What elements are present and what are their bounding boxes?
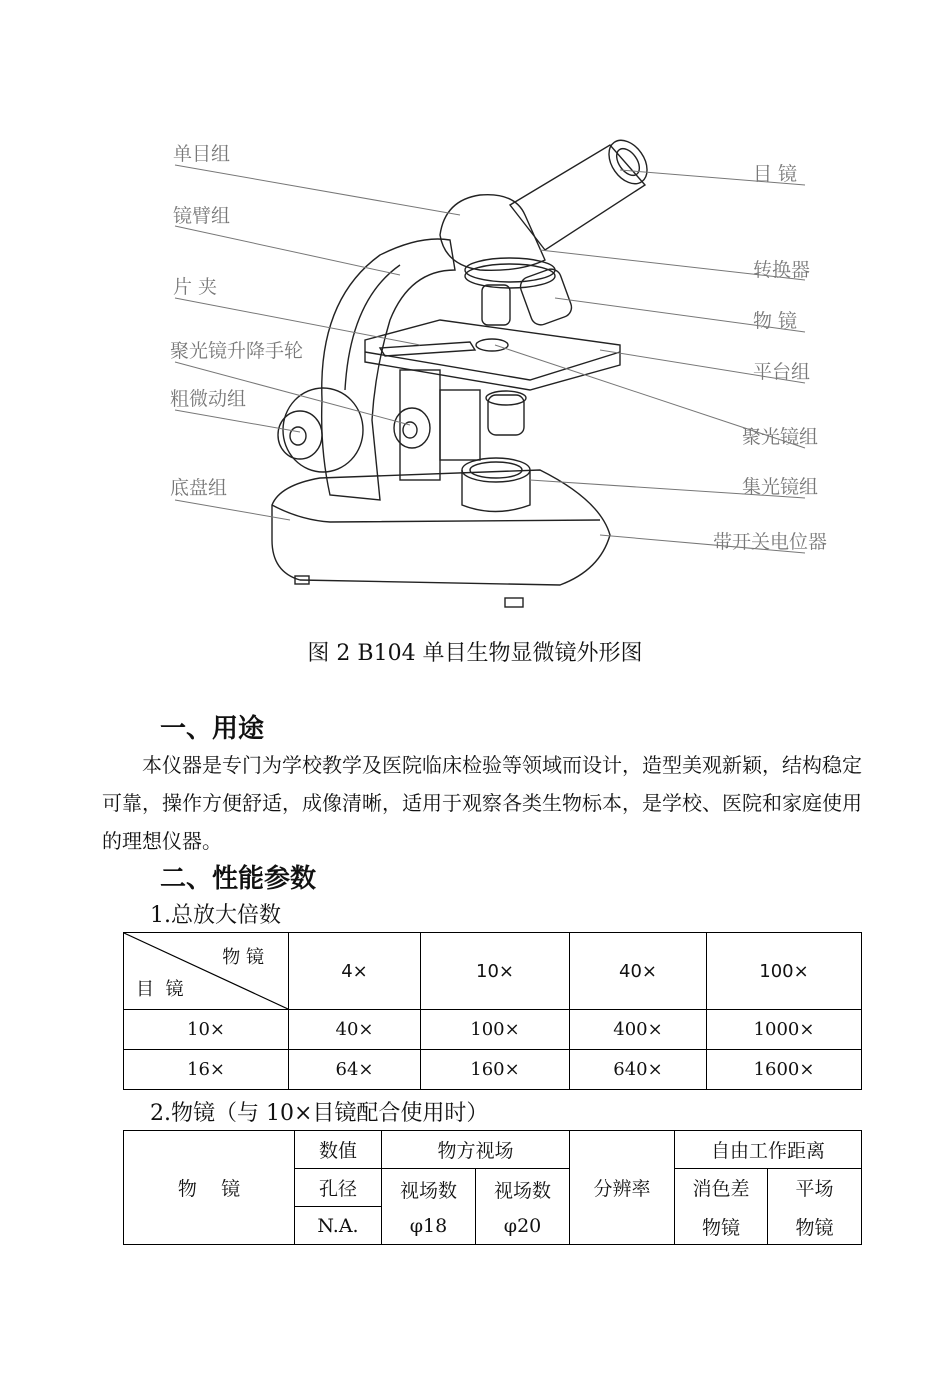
label-stage: 平台组: [753, 361, 811, 383]
label-condenser: 聚光镜组: [742, 426, 819, 448]
value-cell: 100×: [421, 1010, 570, 1050]
header-field-of-view: 物方视场: [382, 1131, 570, 1169]
label-nosepiece: 转换器: [753, 259, 811, 281]
header-objective: 物 镜: [124, 1131, 295, 1245]
subheading-objectives: 2.物镜（与 10×目镜配合使用时）: [150, 1101, 489, 1126]
plan-line1: 平场: [795, 1177, 834, 1200]
value-cell: 1600×: [707, 1050, 862, 1090]
header-field-20: [476, 1169, 570, 1245]
corner-objective-label: 物 镜: [222, 947, 264, 968]
header-field-18: [382, 1169, 476, 1245]
figure-caption: 图 2 B104 单目生物显微镜外形图: [307, 641, 643, 666]
plan-line2: 物镜: [795, 1216, 834, 1239]
value-cell: 64×: [289, 1050, 421, 1090]
objective-header: 10×: [421, 933, 570, 1010]
header-na-line2: 孔径: [295, 1169, 382, 1207]
label-collector-lens: 集光镜组: [742, 476, 819, 498]
purpose-text: 本仪器是专门为学校教学及医院临床检验等领域而设计，造型美观新颖，结构稳定可靠，操作方便舒适，成像清晰，适用于观察各类生物标本，是学校、医院和家庭使用的理想仪器。: [102, 753, 862, 853]
achro-line1: 消色差: [692, 1177, 750, 1200]
section-heading-purpose: 一、用途: [160, 714, 265, 744]
header-resolution: 分辨率: [570, 1131, 675, 1245]
table-row: [124, 1010, 862, 1050]
objective-header: 4×: [289, 933, 421, 1010]
label-focus-assembly: 粗微动组: [170, 388, 247, 410]
corner-eyepiece-label: 目 镜: [136, 979, 184, 1000]
field18-line2: φ18: [409, 1215, 448, 1237]
label-switch-potentiometer: 带开关电位器: [713, 531, 828, 553]
value-cell: 160×: [421, 1050, 570, 1090]
value-cell: 40×: [289, 1010, 421, 1050]
field20-line1: 视场数: [494, 1180, 552, 1202]
field18-line1: 视场数: [399, 1180, 457, 1202]
purpose-paragraph: [102, 746, 862, 860]
microscope-diagram: [0, 0, 950, 620]
section-heading-specs: 二、性能参数: [160, 864, 317, 894]
objective-header: 40×: [570, 933, 707, 1010]
label-objective: 物 镜: [753, 310, 798, 332]
header-na-line1: 数值: [295, 1131, 382, 1169]
objective-spec-table: [123, 1130, 862, 1245]
magnification-table: [123, 932, 862, 1090]
header-na-line3: N.A.: [295, 1207, 382, 1245]
label-monocular-head: 单目组: [173, 143, 231, 165]
field20-line2: φ20: [503, 1215, 542, 1237]
label-eyepiece: 目 镜: [753, 163, 798, 185]
eyepiece-cell: 16×: [124, 1050, 289, 1090]
label-condenser-knob: 聚光镜升降手轮: [170, 340, 304, 362]
subheading-total-magnification: 1.总放大倍数: [150, 903, 281, 928]
eyepiece-cell: 10×: [124, 1010, 289, 1050]
label-stage-clip: 片 夹: [173, 276, 218, 298]
value-cell: 400×: [570, 1010, 707, 1050]
value-cell: 640×: [570, 1050, 707, 1090]
label-base: 底盘组: [170, 477, 228, 499]
value-cell: 1000×: [707, 1010, 862, 1050]
base-outline: [272, 470, 610, 585]
header-working-distance: 自由工作距离: [675, 1131, 862, 1169]
header-achromatic: [675, 1169, 768, 1245]
table-row: [124, 1050, 862, 1090]
table-corner-cell: [124, 933, 289, 1010]
eyepiece-tube: [510, 145, 645, 250]
label-arm: 镜臂组: [173, 205, 231, 227]
header-plan: [768, 1169, 862, 1245]
achro-line2: 物镜: [702, 1216, 741, 1239]
objective-header: 100×: [707, 933, 862, 1010]
